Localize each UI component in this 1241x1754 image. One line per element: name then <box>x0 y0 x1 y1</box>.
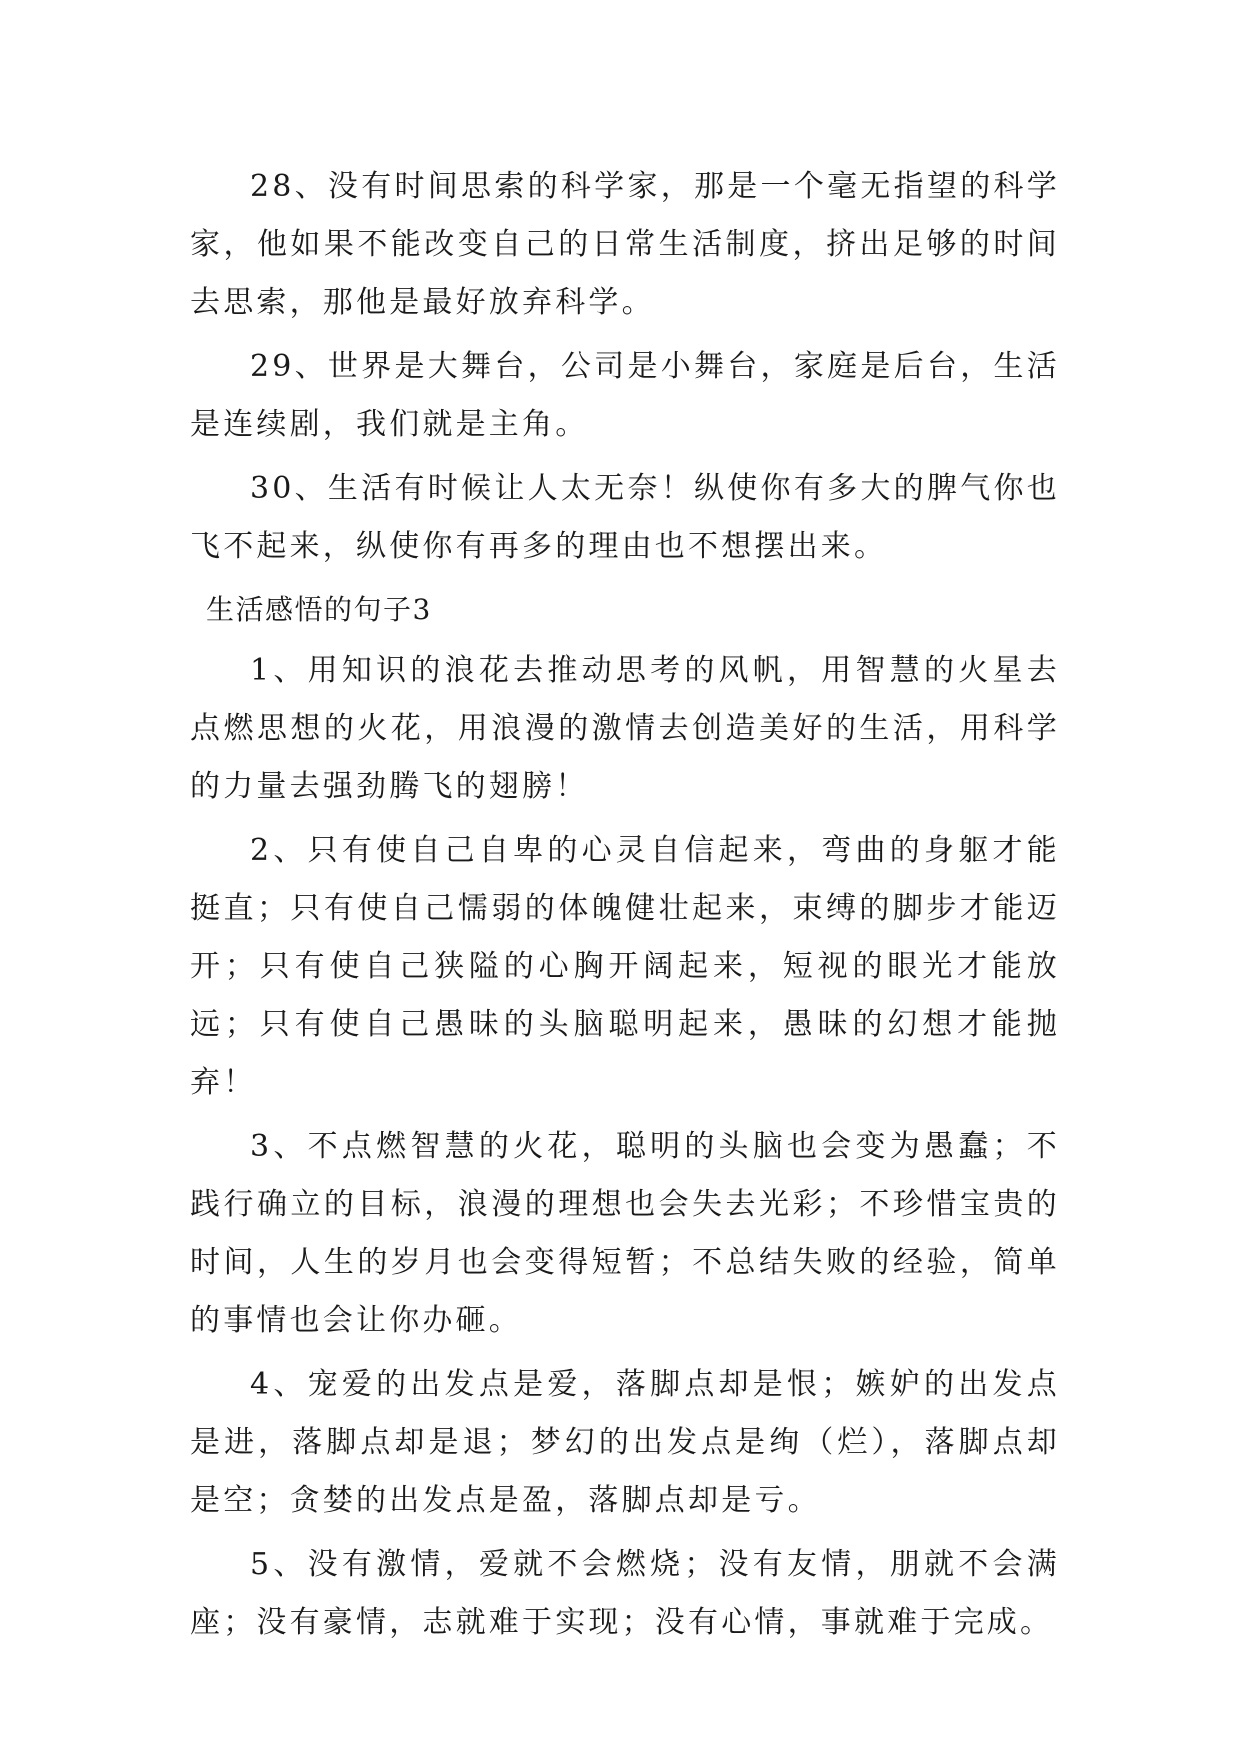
paragraph-3: 3、不点燃智慧的火花，聪明的头脑也会变为愚蠢；不践行确立的目标，浪漫的理想也会失去光彩；不珍惜宝贵的时间，人生的岁月也会变得短暂；不总结失败的经验，简单的事情也会让你办砸。 <box>190 1129 1060 1338</box>
paragraph-2: 2、只有使自己自卑的心灵自信起来，弯曲的身躯才能挺直；只有使自己懦弱的体魄健壮起来，束缚的脚步才能迈开；只有使自己狭隘的心胸开阔起来，短视的眼光才能放远；只有使自己愚昧的头脑聪明起来，愚昧的幻想才能抛弃！ <box>190 833 1060 1100</box>
paragraph-29: 29、世界是大舞台，公司是小舞台，家庭是后台，生活是连续剧，我们就是主角。 <box>190 349 1060 442</box>
document-body <box>190 158 1060 1658</box>
paragraph-1: 1、用知识的浪花去推动思考的风帆，用智慧的火星去点燃思想的火花，用浪漫的激情去创造美好的生活，用科学的力量去强劲腾飞的翅膀！ <box>190 653 1060 804</box>
paragraph-4: 4、宠爱的出发点是爱，落脚点却是恨；嫉妒的出发点是进，落脚点却是退；梦幻的出发点是绚（烂），落脚点却是空；贪婪的出发点是盈，落脚点却是亏。 <box>190 1367 1060 1518</box>
paragraph-5: 5、没有激情，爱就不会燃烧；没有友情，朋就不会满座；没有豪情，志就难于实现；没有心情，事就难于完成。 <box>190 1547 1060 1640</box>
paragraph-28: 28、没有时间思索的科学家，那是一个毫无指望的科学家，他如果不能改变自己的日常生活制度，挤出足够的时间去思索，那他是最好放弃科学。 <box>190 169 1060 320</box>
paragraph-30: 30、生活有时候让人太无奈！纵使你有多大的脾气你也飞不起来，纵使你有再多的理由也不想摆出来。 <box>190 471 1060 564</box>
section-heading: 生活感悟的句子3 <box>206 593 432 626</box>
